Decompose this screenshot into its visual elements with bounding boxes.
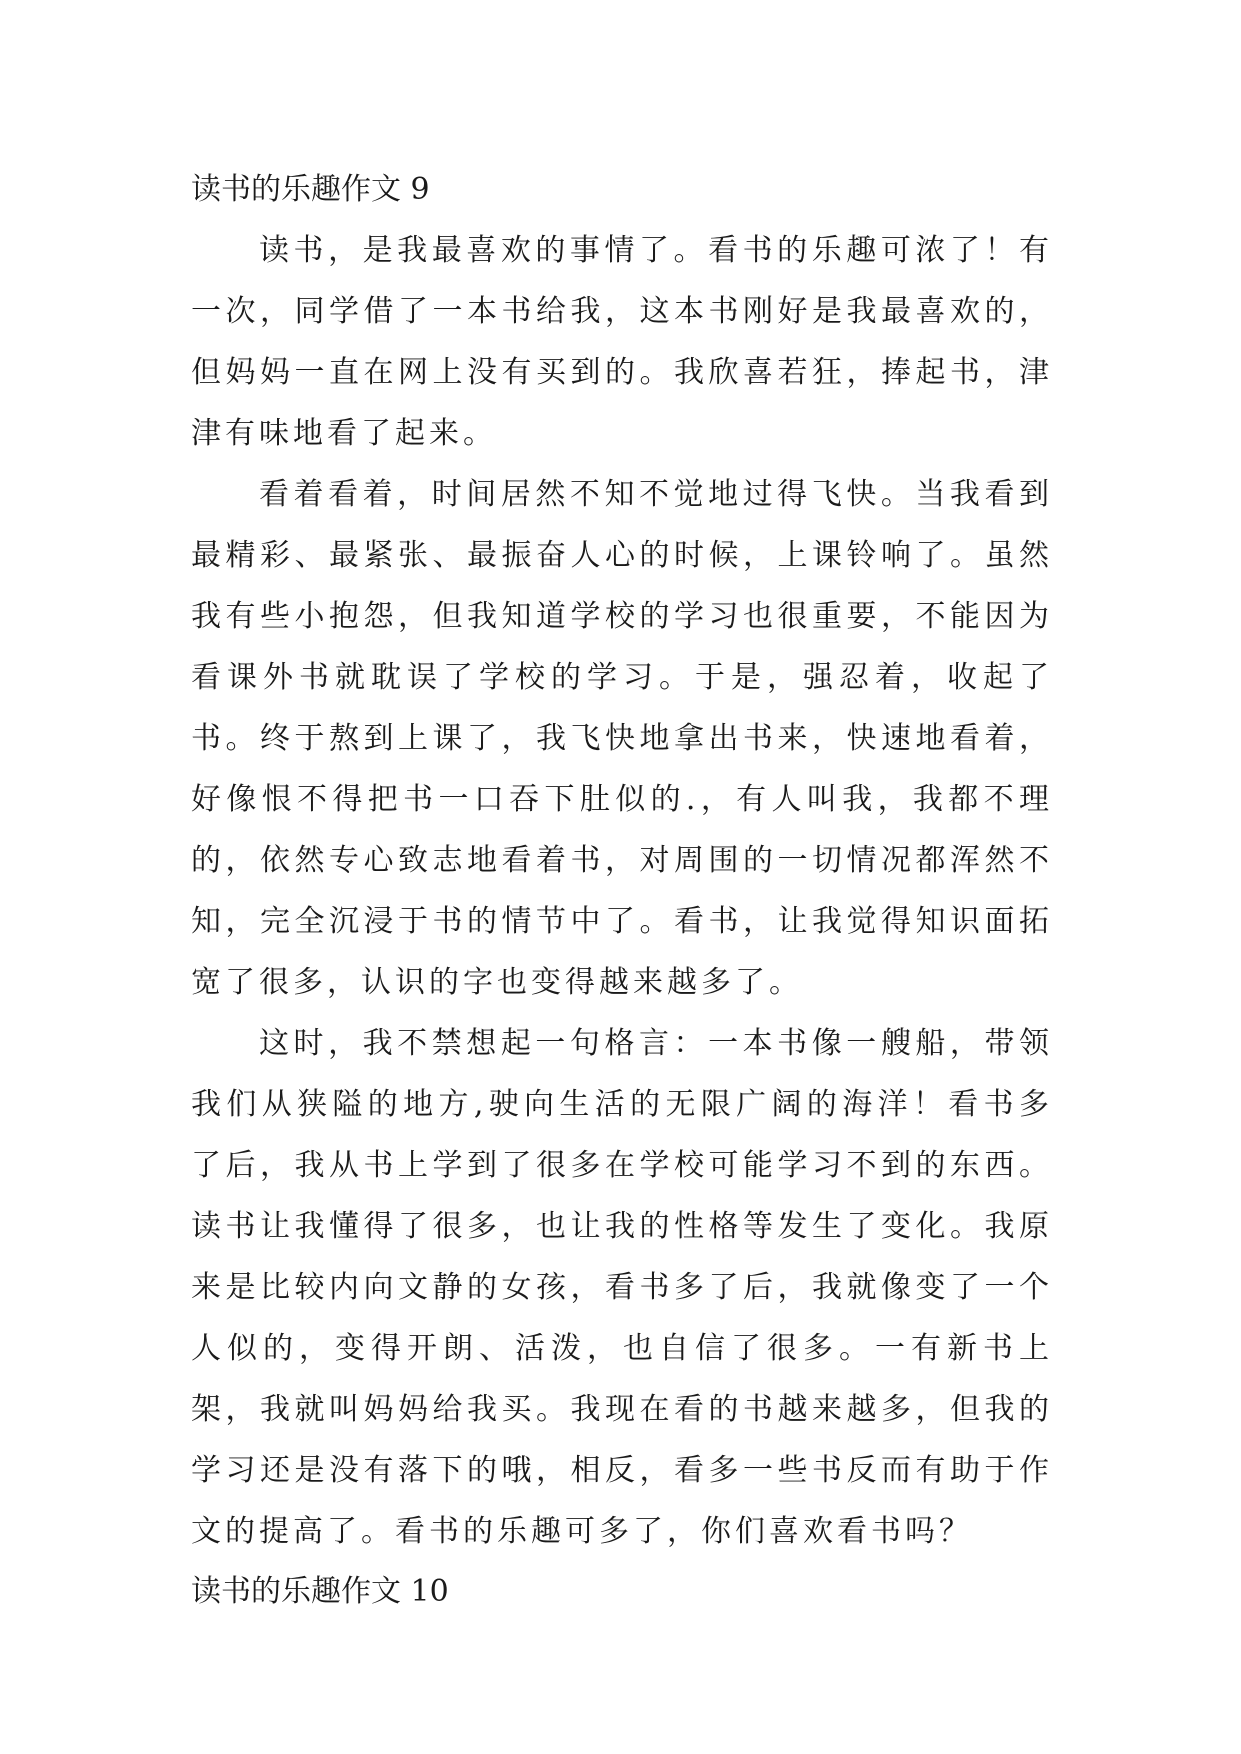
paragraph-1: 读书，是我最喜欢的事情了。看书的乐趣可浓了！有一次，同学借了一本书给我，这本书刚好是我最喜欢的，但妈妈一直在网上没有买到的。我欣喜若狂，捧起书，津津有味地看了起来。	[191, 233, 1053, 451]
essay-title-10: 读书的乐趣作文 10	[191, 1574, 449, 1609]
document-page	[191, 160, 1053, 1622]
paragraph-2: 看着看着，时间居然不知不觉地过得飞快。当我看到最精彩、最紧张、最振奋人心的时候，上课铃响了。虽然我有些小抱怨，但我知道学校的学习也很重要，不能因为看课外书就耽误了学校的学习。于是，强忍着，收起了书。终于熬到上课了，我飞快地拿出书来，快速地看着，好像恨不得把书一口吞下肚似的.，有人叫我，我都不理的，依然专心致志地看着书，对周围的一切情况都浑然不知，完全沉浸于书的情节中了。看书，让我觉得知识面拓宽了很多，认识的字也变得越来越多了。	[191, 477, 1053, 1000]
essay-title-9: 读书的乐趣作文 9	[191, 172, 430, 207]
paragraph-3: 这时，我不禁想起一句格言：一本书像一艘船，带领我们从狭隘的地方,驶向生活的无限广阔的海洋！看书多了后，我从书上学到了很多在学校可能学习不到的东西。读书让我懂得了很多，也让我的性格等发生了变化。我原来是比较内向文静的女孩，看书多了后，我就像变了一个人似的，变得开朗、活泼，也自信了很多。一有新书上架，我就叫妈妈给我买。我现在看的书越来越多，但我的学习还是没有落下的哦，相反，看多一些书反而有助于作文的提高了。看书的乐趣可多了，你们喜欢看书吗？	[191, 1026, 1053, 1549]
